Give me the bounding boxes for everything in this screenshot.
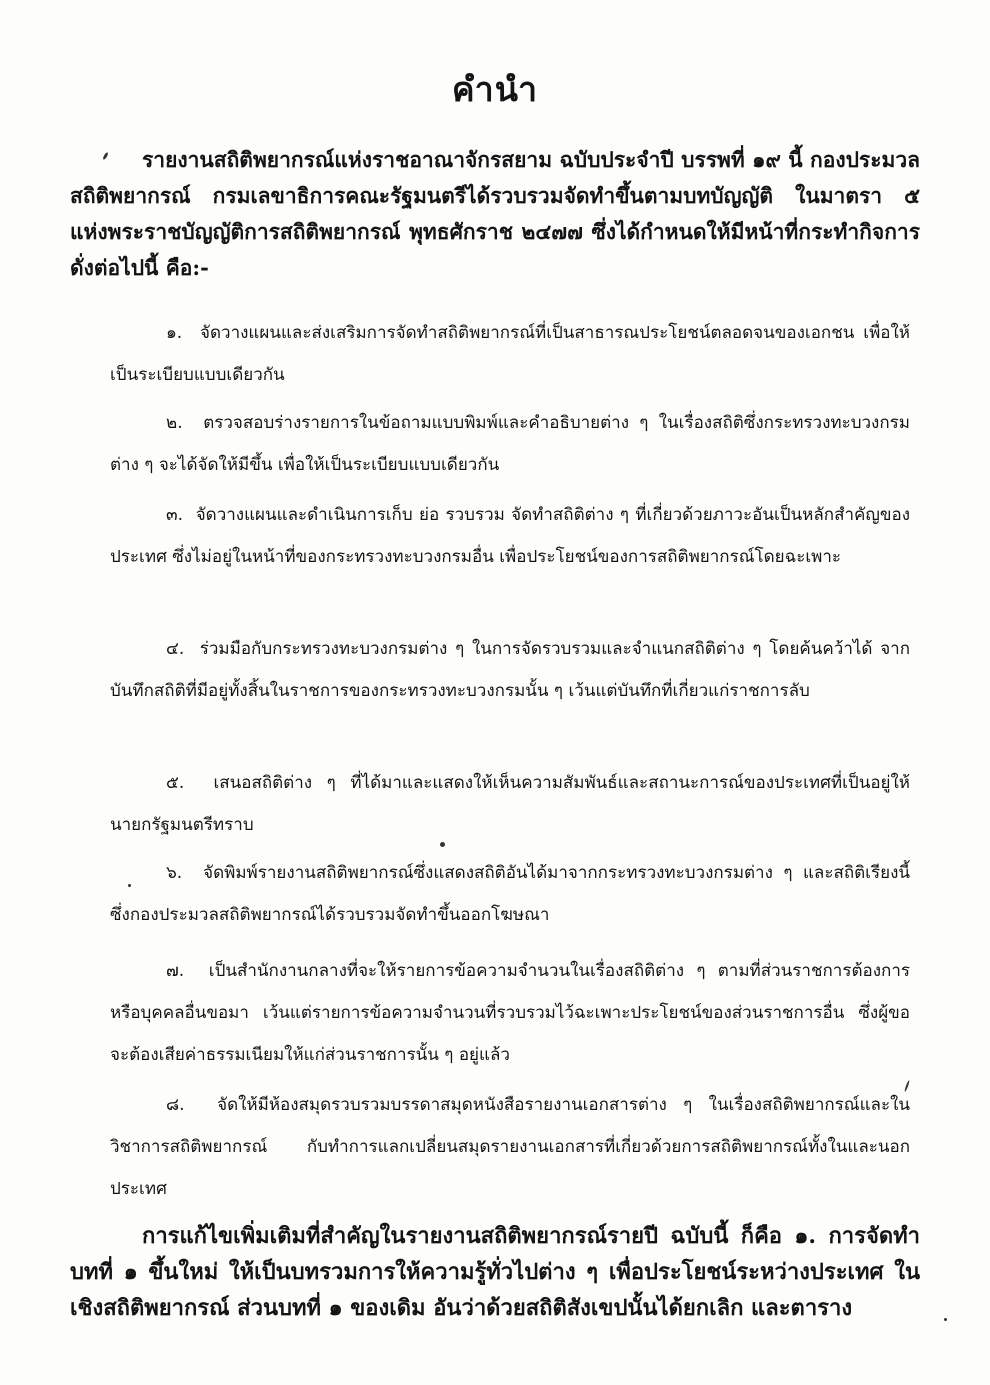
scan-speck xyxy=(440,842,445,847)
intro-text: รายงานสถิติพยากรณ์แห่งราชอาณาจักรสยาม ฉบับประจำปี บรรพที่ ๑๙ นี้ กองประมวลสถิติพยากรณ์ กรมเลขาธิการคณะรัฐมนตรีได้รวบรวมจัดทำขึ้นตามบทบัญญัติ ในมาตรา ๕ แห่งพระราชบัญญัติการสถิติพยากรณ์ พุทธศักราช ๒๔๗๗ ซึ่งได้กำหนดให้มีหน้าที่กระทำกิจการดั่งต่อไปนี้ คือ:- xyxy=(70,147,920,280)
list-item-number: ๒. xyxy=(166,413,183,433)
list-item-3 xyxy=(110,494,910,578)
list-item-7 xyxy=(110,950,910,1076)
list-item-number: ๑. xyxy=(166,323,183,343)
list-item-text: จัดให้มีห้องสมุดรวบรวมบรรดาสมุดหนังสือรายงานเอกสารต่าง ๆ ในเรื่องสถิติพยากรณ์และในวิชาการสถิติพยากรณ์ กับทำการแลกเปลี่ยนสมุดรายงานเอกสารที่เกี่ยวด้วยการสถิติพยากรณ์ทั้งในและนอกประเทศ xyxy=(110,1095,910,1199)
closing-text: การแก้ไขเพิ่มเติมที่สำคัญในรายงานสถิติพยากรณ์รายปี ฉบับนี้ ก็คือ ๑. การจัดทำบทที่ ๑ ขึ้นใหม่ ให้เป็นบทรวมการให้ความรู้ทั่วไปต่าง ๆ เพื่อประโยชน์ระหว่างประเทศ ในเชิงสถิติพยากรณ์ ส่วนบทที่ ๑ ของเดิม อันว่าด้วยสถิติสังเขปนั้นได้ยกเลิก และตาราง xyxy=(70,1223,920,1321)
intro-paragraph xyxy=(70,142,920,286)
list-item-5 xyxy=(110,762,910,846)
list-item-text: จัดพิมพ์รายงานสถิติพยากรณ์ซึ่งแสดงสถิติอันได้มาจากกระทรวงทะบวงกรมต่าง ๆ และสถิติเรียงนี้ ซึ่งกองประมวลสถิติพยากรณ์ได้รวบรวมจัดทำขึ้นออกโฆษณา xyxy=(110,863,911,925)
list-item-text: เป็นสำนักงานกลางที่จะให้รายการข้อความจำนวนในเรื่องสถิติต่าง ๆ ตามที่ส่วนราชการต้องการ หรือบุคคลอื่นขอมา เว้นแต่รายการข้อความจำนวนที่รวบรวมไว้ฉะเพาะประโยชน์ของส่วนราชการอื่น ซึ่งผู้ขอจะต้องเสียค่าธรรมเนียมให้แก่ส่วนราชการนั้น ๆ อยู่แล้ว xyxy=(110,961,911,1065)
scan-speck xyxy=(944,1318,947,1321)
scan-speck xyxy=(128,884,131,887)
list-item-number: ๓. xyxy=(166,505,184,525)
list-item-text: ตรวจสอบร่างรายการในข้อถามแบบพิมพ์และคำอธิบายต่าง ๆ ในเรื่องสถิติซึ่งกระทรวงทะบวงกรมต่าง ๆ จะได้จัดให้มีขึ้น เพื่อให้เป็นระเบียบแบบเดียวกัน xyxy=(110,413,910,475)
list-item-2 xyxy=(110,402,910,486)
list-item-1 xyxy=(110,312,910,396)
list-item-6 xyxy=(110,852,910,936)
list-item-8 xyxy=(110,1084,910,1210)
list-item-text: จัดวางแผนและดำเนินการเก็บ ย่อ รวบรวม จัดทำสถิติต่าง ๆ ที่เกี่ยวด้วยภาวะอันเป็นหลักสำคัญของประเทศ ซึ่งไม่อยู่ในหน้าที่ของกระทรวงทะบวงกรมอื่น เพื่อประโยชน์ของการสถิติพยากรณ์โดยฉะเพาะ xyxy=(110,505,910,567)
list-item-number: ๖. xyxy=(166,863,183,883)
list-item-number: ๕. xyxy=(166,773,185,793)
list-item-4 xyxy=(110,628,910,712)
list-item-text: จัดวางแผนและส่งเสริมการจัดทำสถิติพยากรณ์ที่เป็นสาธารณประโยชน์ตลอดจนของเอกชน เพื่อให้เป็นระเบียบแบบเดียวกัน xyxy=(110,323,910,385)
list-item-number: ๔. xyxy=(166,639,185,659)
list-item-number: ๗. xyxy=(166,961,185,981)
page-title: คำนำ xyxy=(451,70,539,110)
list-item-number: ๘. xyxy=(166,1095,185,1115)
list-item-text: เสนอสถิติต่าง ๆ ที่ได้มาและแสดงให้เห็นความสัมพันธ์และสถานะการณ์ของประเทศที่เป็นอยู่ให้นายกรัฐมนตรีทราบ xyxy=(110,773,910,835)
list-item-text: ร่วมมือกับกระทรวงทะบวงกรมต่าง ๆ ในการจัดรวบรวมและจำแนกสถิติต่าง ๆ โดยค้นคว้าได้ จากบันทึกสถิติที่มีอยู่ทั้งสิ้นในราชการของกระทรวงทะบวงกรมนั้น ๆ เว้นแต่บันทึกที่เกี่ยวแก่ราชการลับ xyxy=(110,639,910,701)
closing-paragraph xyxy=(70,1218,920,1326)
